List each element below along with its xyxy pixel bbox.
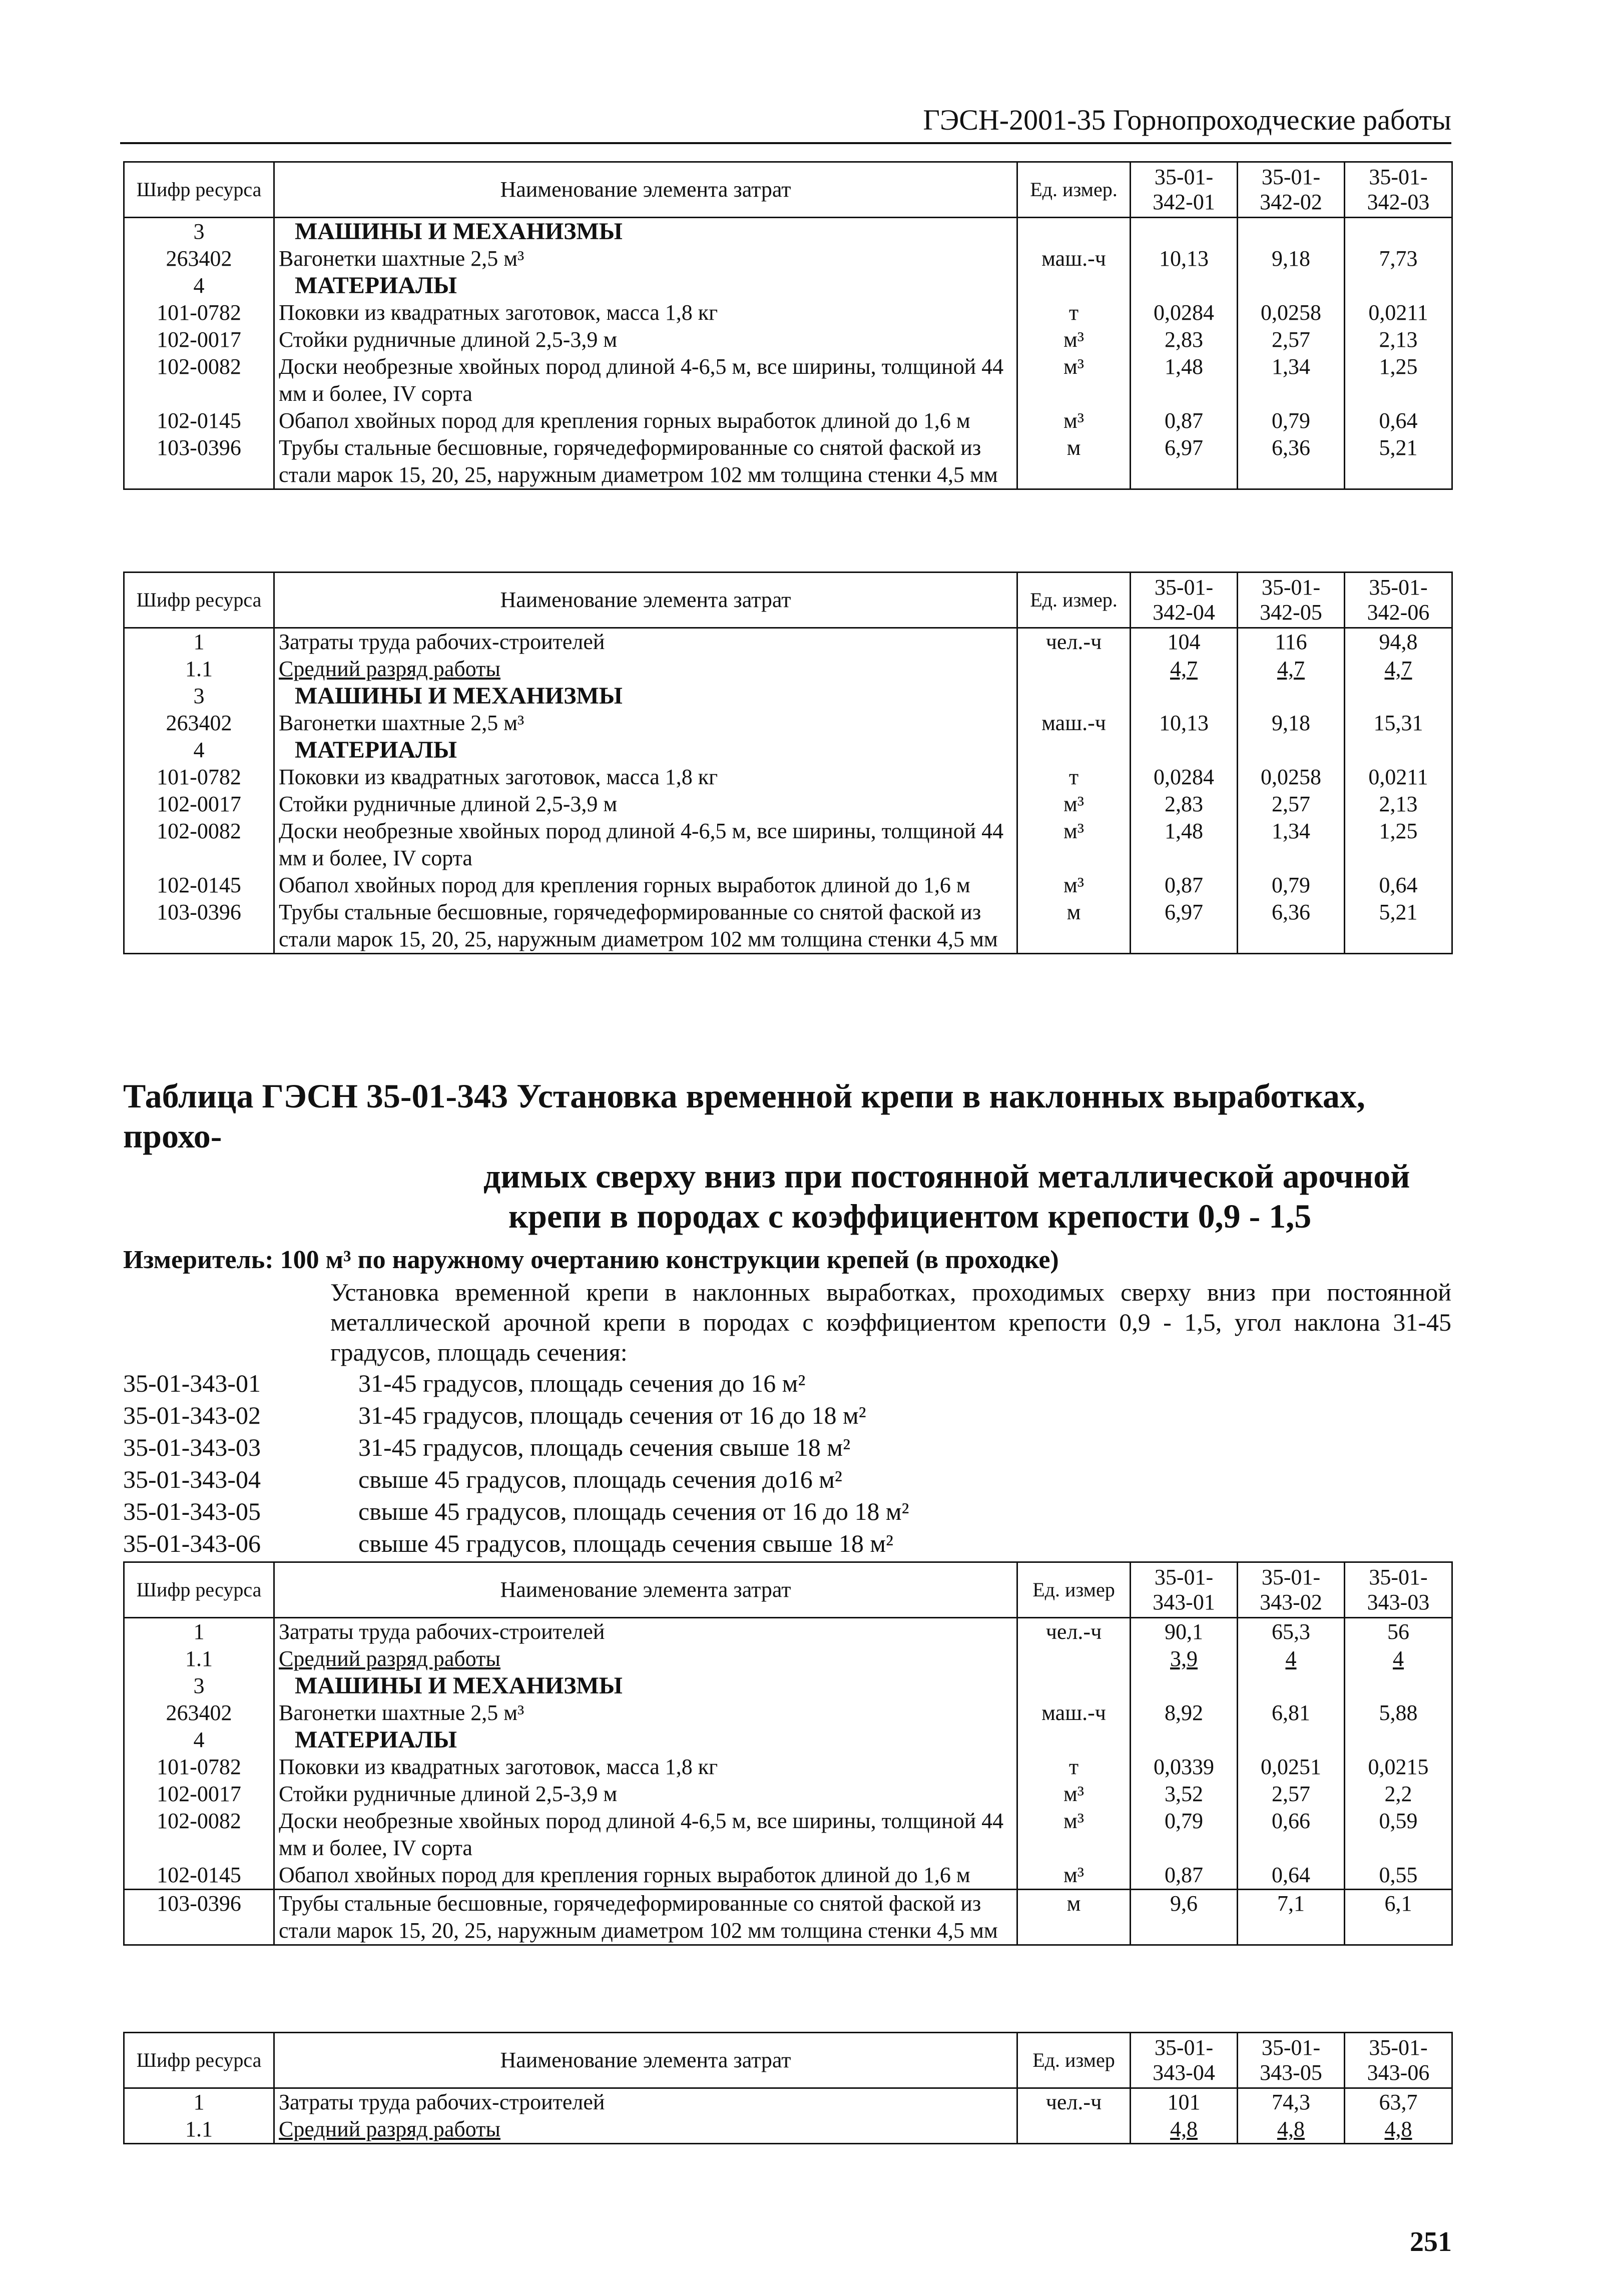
resource-code: 101-0782 [124,1754,274,1781]
section-heading: МАШИНЫ И МЕХАНИЗМЫ [274,683,1017,710]
code-list-code: 35-01-343-02 [123,1401,261,1429]
table-title-label: Таблица ГЭСН 35-01-343 [123,1077,508,1115]
table-row [124,245,1452,272]
norm-value: 7,1 [1238,1890,1345,1945]
unit [1017,656,1131,683]
column-header: Наименование элемента затрат [274,2033,1017,2088]
table-header-row [124,572,1452,628]
table-row [124,899,1452,954]
column-header: 35-01-342-03 [1345,162,1452,218]
table-row [124,737,1452,764]
norm-value: 116 [1238,628,1345,656]
resource-name: Стойки рудничные длиной 2,5-3,9 м [274,791,1017,818]
norm-value: 5,21 [1345,899,1452,954]
table-row [124,272,1452,299]
measure-description: Установка временной крепи в наклонных выработках, проходимых сверху вниз при постоянной металлической арочной крепи в породах с коэффициентом крепости 0,9 - 1,5, угол наклона 31-45 градусов, площадь сечения: [330,1278,1451,1366]
resource-code: 4 [124,272,274,299]
norm-value: 6,1 [1345,1890,1452,1945]
code-list-text: 31-45 градусов, площадь сечения от 16 до 18 м² [358,1401,866,1429]
table-row [124,1808,1452,1862]
resource-code: 103-0396 [124,434,274,489]
resource-name: Средний разряд работы [274,1645,1017,1672]
resource-name: Поковки из квадратных заготовок, масса 1,8 кг [274,299,1017,326]
resource-name: Стойки рудничные длиной 2,5-3,9 м [274,326,1017,353]
table-row [124,1862,1452,1890]
resource-code: 102-0082 [124,1808,274,1862]
table-row [124,1754,1452,1781]
resource-code: 3 [124,218,274,246]
norm-value: 2,57 [1238,1781,1345,1808]
norm-value: 4 [1345,1645,1452,1672]
column-header: Ед. измер [1017,1562,1131,1618]
norm-value: 0,64 [1345,407,1452,434]
norm-value: 1,48 [1131,818,1238,872]
unit [1017,737,1131,764]
norm-value: 0,0284 [1131,764,1238,791]
norm-value: 1,25 [1345,818,1452,872]
table-row [124,628,1452,656]
table-row [124,1645,1452,1672]
code-list-item [123,1431,1454,1463]
resource-code: 4 [124,737,274,764]
resource-name: Доски необрезные хвойных пород длиной 4-6,5 м, все ширины, толщиной 44 мм и более, IV сорта [274,353,1017,407]
norm-value [1345,272,1452,299]
norm-value [1238,1672,1345,1699]
unit: м³ [1017,353,1131,407]
norm-value: 2,13 [1345,326,1452,353]
resource-code: 102-0145 [124,1862,274,1890]
norm-value [1345,683,1452,710]
norm-value: 0,87 [1131,872,1238,899]
table-row [124,407,1452,434]
norm-value: 5,21 [1345,434,1452,489]
unit: м³ [1017,818,1131,872]
resource-code: 102-0017 [124,791,274,818]
resource-table-342-04-06 [123,571,1453,954]
norm-value [1131,1727,1238,1754]
table-header-row [124,162,1452,218]
norm-value: 2,2 [1345,1781,1452,1808]
resource-name: Трубы стальные бесшовные, горячедеформированные со снятой фаской из стали марок 15, 20, 25, наружным диаметром 102 мм толщина стенки 4,5 мм [274,1890,1017,1945]
norm-value: 0,0339 [1131,1754,1238,1781]
resource-code: 102-0017 [124,1781,274,1808]
table-row [124,1672,1452,1699]
norm-value: 3,9 [1131,1645,1238,1672]
norm-value [1345,1727,1452,1754]
resource-name: Затраты труда рабочих-строителей [274,1618,1017,1646]
resource-name: Стойки рудничные длиной 2,5-3,9 м [274,1781,1017,1808]
norm-value [1238,1727,1345,1754]
column-header: 35-01-342-06 [1345,572,1452,628]
norm-value: 2,83 [1131,791,1238,818]
page-header: ГЭСН-2001-35 Горнопроходческие работы [120,100,1451,144]
measure-value: 100 м³ по наружному очертанию конструкции крепей (в проходке) [280,1246,1059,1274]
norm-value: 6,97 [1131,899,1238,954]
resource-name: Обапол хвойных пород для крепления горных выработок длиной до 1,6 м [274,1862,1017,1890]
norm-value: 0,0258 [1238,764,1345,791]
code-list-item [123,1527,1454,1559]
resource-code: 1.1 [124,656,274,683]
column-header: Наименование элемента затрат [274,572,1017,628]
resource-name: Трубы стальные бесшовные, горячедеформированные со снятой фаской из стали марок 15, 20, 25, наружным диаметром 102 мм толщина стенки 4,5 мм [274,434,1017,489]
norm-value: 15,31 [1345,710,1452,737]
norm-value: 2,57 [1238,791,1345,818]
column-header: Шифр ресурса [124,162,274,218]
norm-value [1238,218,1345,246]
norm-value: 4,8 [1131,2116,1238,2144]
resource-code: 101-0782 [124,764,274,791]
norm-value [1238,272,1345,299]
code-list-text: свыше 45 градусов, площадь сечения свыше 18 м² [358,1529,893,1557]
norm-value: 1,48 [1131,353,1238,407]
unit [1017,1645,1131,1672]
section-heading: МАТЕРИАЛЫ [274,737,1017,764]
norm-value: 1,34 [1238,353,1345,407]
norm-value: 1,25 [1345,353,1452,407]
page-number: 251 [1410,2226,1452,2257]
column-header: Наименование элемента затрат [274,1562,1017,1618]
unit: чел.-ч [1017,1618,1131,1646]
column-header: Шифр ресурса [124,1562,274,1618]
code-list-item [123,1463,1454,1495]
resource-code: 102-0145 [124,872,274,899]
resource-code: 263402 [124,1699,274,1727]
unit: м [1017,434,1131,489]
measure-line [123,1245,1454,1275]
unit [1017,1727,1131,1754]
table-title-line1: Установка временной крепи в наклонных выработках, прохо- [123,1077,1365,1155]
norm-value [1131,683,1238,710]
column-header: 35-01-343-03 [1345,1562,1452,1618]
resource-code: 102-0017 [124,326,274,353]
code-list-code: 35-01-343-06 [123,1529,261,1557]
norm-value: 0,0211 [1345,299,1452,326]
code-list-code: 35-01-343-04 [123,1465,261,1493]
resource-name: Доски необрезные хвойных пород длиной 4-6,5 м, все ширины, толщиной 44 мм и более, IV сорта [274,818,1017,872]
resource-code: 4 [124,1727,274,1754]
code-list-item [123,1399,1454,1431]
table-header-row [124,1562,1452,1618]
norm-value: 0,59 [1345,1808,1452,1862]
resource-name: Поковки из квадратных заготовок, масса 1,8 кг [274,764,1017,791]
resource-code: 263402 [124,710,274,737]
unit: м³ [1017,872,1131,899]
norm-value: 6,97 [1131,434,1238,489]
norm-value [1345,218,1452,246]
unit: маш.-ч [1017,245,1131,272]
resource-code: 3 [124,1672,274,1699]
norm-value: 0,64 [1238,1862,1345,1890]
unit: м³ [1017,407,1131,434]
resource-name: Средний разряд работы [274,2116,1017,2144]
norm-value: 4,8 [1238,2116,1345,2144]
table-title-line2: димых сверху вниз при постоянной металлической арочной [483,1157,1410,1195]
table-row [124,1727,1452,1754]
resource-name: Средний разряд работы [274,656,1017,683]
norm-value: 101 [1131,2088,1238,2116]
resource-code: 102-0082 [124,818,274,872]
column-header: 35-01-342-05 [1238,572,1345,628]
norm-value: 0,55 [1345,1862,1452,1890]
unit: т [1017,764,1131,791]
norm-value: 2,13 [1345,791,1452,818]
resource-code: 3 [124,683,274,710]
unit: м [1017,1890,1131,1945]
resource-name: Вагонетки шахтные 2,5 м³ [274,710,1017,737]
unit: т [1017,299,1131,326]
norm-value: 2,83 [1131,326,1238,353]
norm-value: 4 [1238,1645,1345,1672]
norm-value [1131,218,1238,246]
norm-value: 0,0258 [1238,299,1345,326]
section-heading: МАШИНЫ И МЕХАНИЗМЫ [274,218,1017,246]
table-row [124,1781,1452,1808]
column-header: Наименование элемента затрат [274,162,1017,218]
resource-code: 102-0082 [124,353,274,407]
norm-value: 0,66 [1238,1808,1345,1862]
norm-value: 6,36 [1238,899,1345,954]
norm-value [1131,1672,1238,1699]
norm-value: 0,0215 [1345,1754,1452,1781]
column-header: Ед. измер. [1017,572,1131,628]
table-row [124,1618,1452,1646]
norm-value: 104 [1131,628,1238,656]
norm-value [1131,272,1238,299]
resource-name: Вагонетки шахтные 2,5 м³ [274,1699,1017,1727]
resource-name: Затраты труда рабочих-строителей [274,628,1017,656]
unit: м³ [1017,1808,1131,1862]
table-row [124,2088,1452,2116]
resource-code: 101-0782 [124,299,274,326]
code-list-code: 35-01-343-01 [123,1369,261,1397]
section-heading: МАТЕРИАЛЫ [274,1727,1017,1754]
table-row [124,791,1452,818]
norm-value: 65,3 [1238,1618,1345,1646]
resource-code: 1.1 [124,2116,274,2144]
unit: т [1017,1754,1131,1781]
code-list-item [123,1367,1454,1399]
table-row [124,1890,1452,1945]
column-header: 35-01-343-06 [1345,2033,1452,2088]
norm-value: 3,52 [1131,1781,1238,1808]
table-row [124,299,1452,326]
norm-value: 8,92 [1131,1699,1238,1727]
unit: м [1017,899,1131,954]
resource-code: 103-0396 [124,899,274,954]
table-title [123,1076,1454,1236]
norm-value: 0,79 [1238,872,1345,899]
norm-value: 10,13 [1131,710,1238,737]
code-list [123,1367,1454,1559]
norm-value: 4,8 [1345,2116,1452,2144]
norm-value: 9,6 [1131,1890,1238,1945]
code-list-text: 31-45 градусов, площадь сечения до 16 м² [358,1369,806,1397]
unit [1017,683,1131,710]
norm-value [1345,1672,1452,1699]
norm-value: 74,3 [1238,2088,1345,2116]
norm-value: 10,13 [1131,245,1238,272]
norm-value: 0,79 [1238,407,1345,434]
norm-value: 0,0211 [1345,764,1452,791]
norm-value [1345,737,1452,764]
norm-value: 4,7 [1238,656,1345,683]
resource-name: Доски необрезные хвойных пород длиной 4-6,5 м, все ширины, толщиной 44 мм и более, IV сорта [274,1808,1017,1862]
norm-value: 0,0251 [1238,1754,1345,1781]
unit [1017,2116,1131,2144]
table-row [124,656,1452,683]
unit: м³ [1017,326,1131,353]
unit: чел.-ч [1017,628,1131,656]
code-list-text: свыше 45 градусов, площадь сечения от 16 до 18 м² [358,1497,909,1525]
resource-table-343-04-06 [123,2032,1453,2144]
table-header-row [124,2033,1452,2088]
column-header: 35-01-342-01 [1131,162,1238,218]
code-list-code: 35-01-343-05 [123,1497,261,1525]
unit [1017,1672,1131,1699]
measure-label: Измеритель: [123,1246,274,1274]
norm-value: 56 [1345,1618,1452,1646]
norm-value: 94,8 [1345,628,1452,656]
norm-value [1238,737,1345,764]
norm-value: 2,57 [1238,326,1345,353]
norm-value: 6,81 [1238,1699,1345,1727]
code-list-text: свыше 45 градусов, площадь сечения до16 м² [358,1465,842,1493]
norm-value [1238,683,1345,710]
norm-value: 1,34 [1238,818,1345,872]
column-header: 35-01-342-04 [1131,572,1238,628]
norm-value: 0,0284 [1131,299,1238,326]
resource-code: 1 [124,2088,274,2116]
resource-name: Обапол хвойных пород для крепления горных выработок длиной до 1,6 м [274,872,1017,899]
table-row [124,764,1452,791]
resource-name: Вагонетки шахтные 2,5 м³ [274,245,1017,272]
column-header: Ед. измер. [1017,162,1131,218]
norm-value: 9,18 [1238,245,1345,272]
column-header: Шифр ресурса [124,2033,274,2088]
unit [1017,272,1131,299]
resource-name: Поковки из квадратных заготовок, масса 1,8 кг [274,1754,1017,1781]
table-row [124,353,1452,407]
unit: маш.-ч [1017,710,1131,737]
norm-value: 90,1 [1131,1618,1238,1646]
unit: м³ [1017,1781,1131,1808]
table-row [124,326,1452,353]
norm-value: 7,73 [1345,245,1452,272]
resource-table-342-01-03 [123,161,1453,490]
resource-code: 102-0145 [124,407,274,434]
table-title-line3: крепи в породах с коэффициентом крепости 0,9 - 1,5 [508,1197,1312,1235]
norm-value: 9,18 [1238,710,1345,737]
resource-name: Обапол хвойных пород для крепления горных выработок длиной до 1,6 м [274,407,1017,434]
table-row [124,710,1452,737]
unit: чел.-ч [1017,2088,1131,2116]
norm-value: 4,7 [1131,656,1238,683]
norm-value: 0,87 [1131,407,1238,434]
table-row [124,1699,1452,1727]
norm-value: 5,88 [1345,1699,1452,1727]
unit [1017,218,1131,246]
resource-name: Трубы стальные бесшовные, горячедеформированные со снятой фаской из стали марок 15, 20, 25, наружным диаметром 102 мм толщина стенки 4,5 мм [274,899,1017,954]
column-header: 35-01-343-01 [1131,1562,1238,1618]
table-row [124,818,1452,872]
code-list-item [123,1495,1454,1527]
norm-value: 63,7 [1345,2088,1452,2116]
section-heading: МАТЕРИАЛЫ [274,272,1017,299]
resource-code: 1 [124,1618,274,1646]
resource-code: 1.1 [124,1645,274,1672]
norm-value: 6,36 [1238,434,1345,489]
column-header: Шифр ресурса [124,572,274,628]
code-list-code: 35-01-343-03 [123,1433,261,1461]
unit: м³ [1017,1862,1131,1890]
column-header: 35-01-343-02 [1238,1562,1345,1618]
norm-value: 0,87 [1131,1862,1238,1890]
column-header: Ед. измер [1017,2033,1131,2088]
table-row [124,2116,1452,2144]
column-header: 35-01-342-02 [1238,162,1345,218]
resource-code: 263402 [124,245,274,272]
column-header: 35-01-343-04 [1131,2033,1238,2088]
norm-value: 0,64 [1345,872,1452,899]
unit: маш.-ч [1017,1699,1131,1727]
norm-value: 0,79 [1131,1808,1238,1862]
table-row [124,218,1452,246]
resource-code: 1 [124,628,274,656]
table-row [124,434,1452,489]
resource-name: Затраты труда рабочих-строителей [274,2088,1017,2116]
table-row [124,872,1452,899]
table-row [124,683,1452,710]
code-list-text: 31-45 градусов, площадь сечения свыше 18 м² [358,1433,851,1461]
norm-value: 4,7 [1345,656,1452,683]
resource-code: 103-0396 [124,1890,274,1945]
resource-table-343-01-03 [123,1561,1453,1946]
column-header: 35-01-343-05 [1238,2033,1345,2088]
unit: м³ [1017,791,1131,818]
section-heading: МАШИНЫ И МЕХАНИЗМЫ [274,1672,1017,1699]
norm-value [1131,737,1238,764]
